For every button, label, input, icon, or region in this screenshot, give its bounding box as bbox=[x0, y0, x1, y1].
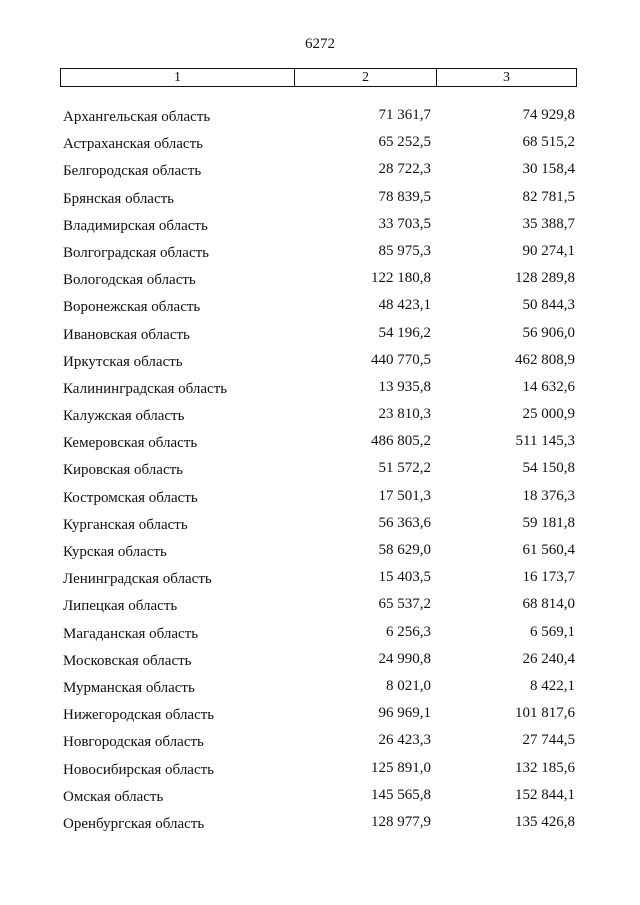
column-3-value: 132 185,6 bbox=[515, 759, 575, 776]
table-row bbox=[0, 760, 640, 787]
column-2-value: 56 363,6 bbox=[378, 514, 431, 531]
table-row bbox=[0, 243, 640, 270]
table-row bbox=[0, 542, 640, 569]
column-3-header: 3 bbox=[503, 70, 510, 85]
region-name: Брянская область bbox=[63, 190, 175, 207]
column-2-value: 54 196,2 bbox=[378, 324, 431, 341]
table-row bbox=[0, 406, 640, 433]
region-name: Оренбургская область bbox=[63, 815, 205, 832]
column-3-value: 6 569,1 bbox=[530, 623, 575, 640]
table-row bbox=[0, 705, 640, 732]
column-2-value: 440 770,5 bbox=[371, 351, 431, 368]
column-3-value: 68 814,0 bbox=[522, 596, 575, 613]
region-name: Магаданская область bbox=[63, 625, 199, 642]
table-row bbox=[0, 189, 640, 216]
region-name: Воронежская область bbox=[63, 299, 201, 316]
region-name: Волгоградская область bbox=[63, 244, 209, 261]
region-name: Владимирская область bbox=[63, 217, 208, 234]
column-3-value: 90 274,1 bbox=[522, 242, 575, 259]
region-name: Кировская область bbox=[63, 462, 184, 479]
column-2-value: 65 252,5 bbox=[378, 134, 431, 151]
column-3-value: 50 844,3 bbox=[522, 297, 575, 314]
column-2-value: 96 969,1 bbox=[378, 705, 431, 722]
table-row bbox=[0, 596, 640, 623]
region-name: Калужская область bbox=[63, 408, 185, 425]
region-name: Астраханская область bbox=[63, 136, 203, 153]
column-2-value: 33 703,5 bbox=[378, 215, 431, 232]
column-2-value: 65 537,2 bbox=[378, 596, 431, 613]
column-2-value: 13 935,8 bbox=[378, 378, 431, 395]
column-2-value: 26 423,3 bbox=[378, 732, 431, 749]
column-1-header: 1 bbox=[61, 69, 295, 86]
table-row bbox=[0, 433, 640, 460]
column-2-value: 23 810,3 bbox=[378, 406, 431, 423]
table-row bbox=[0, 787, 640, 814]
region-name: Кемеровская область bbox=[63, 435, 198, 452]
region-name: Московская область bbox=[63, 652, 192, 669]
region-name: Белгородская область bbox=[63, 163, 202, 180]
region-name: Иркутская область bbox=[63, 353, 183, 370]
region-name: Омская область bbox=[63, 788, 164, 805]
column-2-value: 28 722,3 bbox=[378, 161, 431, 178]
table-row bbox=[0, 325, 640, 352]
table-row bbox=[0, 488, 640, 515]
column-3-value: 35 388,7 bbox=[522, 215, 575, 232]
column-3-value: 152 844,1 bbox=[515, 786, 575, 803]
region-name: Новосибирская область bbox=[63, 761, 215, 778]
column-3-value: 74 929,8 bbox=[522, 107, 575, 123]
column-2-value: 145 565,8 bbox=[371, 786, 431, 803]
table-row bbox=[0, 814, 640, 841]
region-name: Липецкая область bbox=[63, 598, 178, 615]
column-2-value: 6 256,3 bbox=[386, 623, 431, 640]
region-name: Мурманская область bbox=[63, 679, 195, 696]
table-row bbox=[0, 161, 640, 188]
column-3-value: 26 240,4 bbox=[522, 650, 575, 667]
table-row bbox=[0, 624, 640, 651]
column-2-value: 85 975,3 bbox=[378, 242, 431, 259]
table-row bbox=[0, 107, 640, 134]
region-name: Курганская область bbox=[63, 516, 188, 533]
column-3-value: 54 150,8 bbox=[522, 460, 575, 477]
region-name: Калининградская область bbox=[63, 380, 228, 397]
column-2-value: 8 021,0 bbox=[386, 677, 431, 694]
column-3-value: 59 181,8 bbox=[522, 514, 575, 531]
column-number-header bbox=[60, 68, 577, 87]
table-row bbox=[0, 732, 640, 759]
column-2-value: 125 891,0 bbox=[371, 759, 431, 776]
column-2-value: 48 423,1 bbox=[378, 297, 431, 314]
column-3-value: 101 817,6 bbox=[515, 705, 575, 722]
table-row bbox=[0, 297, 640, 324]
table-row bbox=[0, 270, 640, 297]
column-3-value: 25 000,9 bbox=[522, 406, 575, 423]
region-name: Новгородская область bbox=[63, 734, 204, 751]
region-name: Костромская область bbox=[63, 489, 198, 506]
column-2-value: 122 180,8 bbox=[371, 270, 431, 287]
column-2-value: 24 990,8 bbox=[378, 650, 431, 667]
column-3-value: 16 173,7 bbox=[522, 569, 575, 586]
table-row bbox=[0, 651, 640, 678]
table-row bbox=[0, 379, 640, 406]
column-2-value: 128 977,9 bbox=[371, 813, 431, 830]
table-row bbox=[0, 569, 640, 596]
column-2-value: 58 629,0 bbox=[378, 542, 431, 558]
column-3-value: 462 808,9 bbox=[515, 351, 575, 368]
column-3-value: 30 158,4 bbox=[522, 161, 575, 178]
page-number: 6272 bbox=[305, 36, 335, 52]
column-2-header: 2 bbox=[295, 69, 437, 86]
table-row bbox=[0, 352, 640, 379]
column-3-value: 14 632,6 bbox=[522, 378, 575, 395]
column-3-value: 128 289,8 bbox=[515, 270, 575, 287]
column-3-value: 135 426,8 bbox=[515, 813, 575, 830]
column-2-value: 15 403,5 bbox=[378, 569, 431, 586]
region-name: Архангельская область bbox=[63, 109, 211, 125]
column-3-value: 8 422,1 bbox=[530, 677, 575, 694]
table-row bbox=[0, 134, 640, 161]
region-name: Нижегородская область bbox=[63, 707, 215, 724]
table-row bbox=[0, 460, 640, 487]
table-row bbox=[0, 216, 640, 243]
column-3-value: 511 145,3 bbox=[515, 433, 575, 450]
region-name: Ленинградская область bbox=[63, 571, 212, 588]
column-3-value: 61 560,4 bbox=[522, 542, 575, 558]
column-3-value: 82 781,5 bbox=[522, 188, 575, 205]
column-2-value: 17 501,3 bbox=[378, 487, 431, 504]
column-3-value: 56 906,0 bbox=[522, 324, 575, 341]
column-2-value: 51 572,2 bbox=[378, 460, 431, 477]
region-table-body bbox=[0, 107, 640, 841]
column-2-value: 71 361,7 bbox=[378, 107, 431, 123]
column-3-value: 68 515,2 bbox=[522, 134, 575, 151]
region-name: Вологодская область bbox=[63, 272, 196, 289]
region-name: Курская область bbox=[63, 544, 167, 560]
column-2-value: 486 805,2 bbox=[371, 433, 431, 450]
table-row bbox=[0, 678, 640, 705]
column-3-value: 18 376,3 bbox=[522, 487, 575, 504]
region-name: Ивановская область bbox=[63, 326, 190, 343]
column-3-value: 27 744,5 bbox=[522, 732, 575, 749]
table-row bbox=[0, 515, 640, 542]
column-2-value: 78 839,5 bbox=[378, 188, 431, 205]
